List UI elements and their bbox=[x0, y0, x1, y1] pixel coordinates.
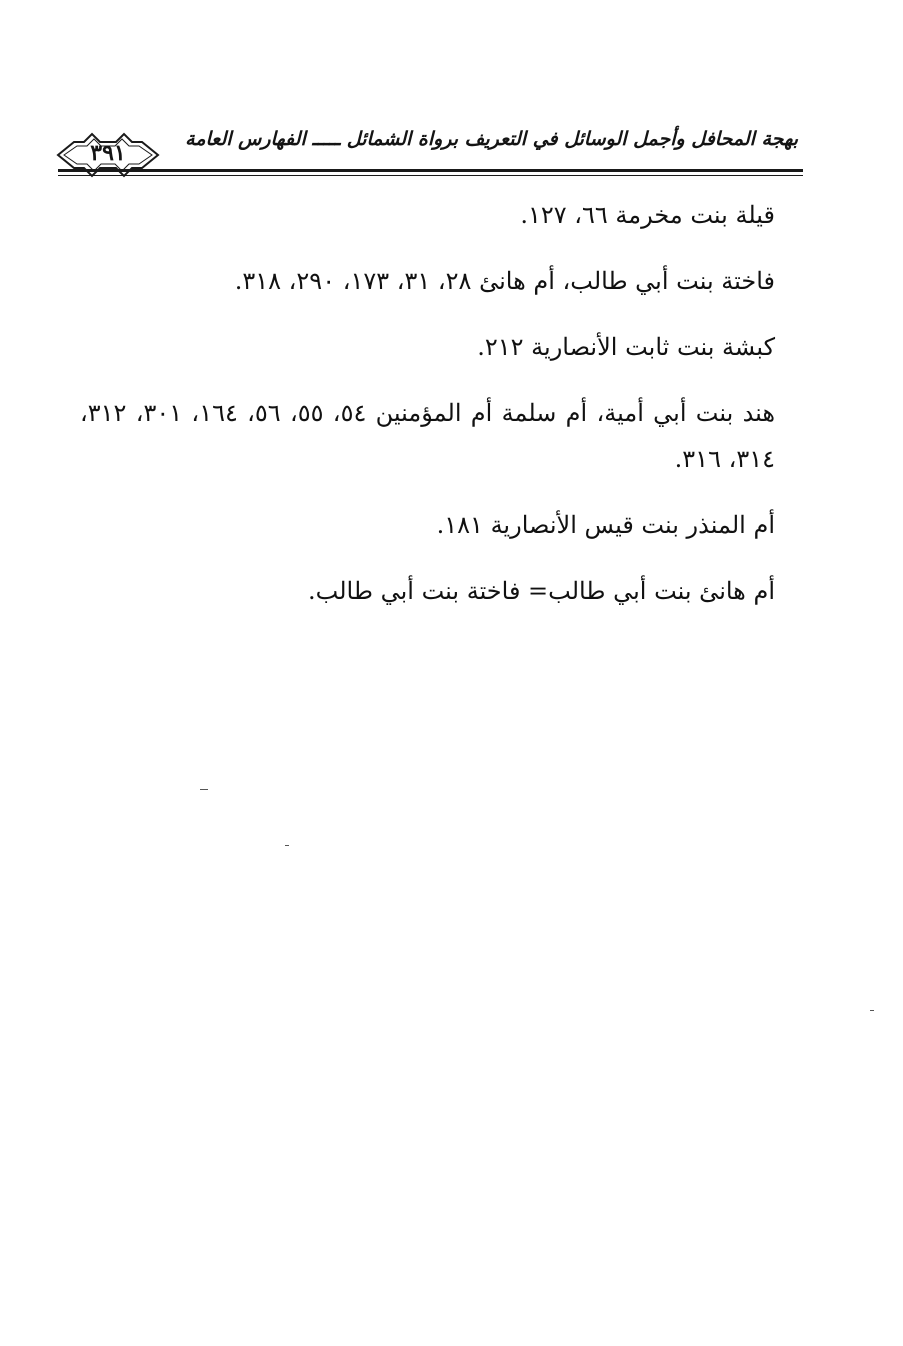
scan-speck bbox=[285, 845, 289, 846]
header-divider bbox=[58, 169, 803, 172]
scan-speck bbox=[200, 789, 208, 790]
page-number: ٣٩١ bbox=[90, 140, 126, 166]
index-entry: هند بنت أبي أمية، أم سلمة أم المؤمنين ٥٤، ٥٥، ٥٦، ١٦٤، ٣٠١، ٣١٢، ٣١٤، ٣١٦. bbox=[80, 399, 776, 473]
index-entries bbox=[80, 192, 775, 634]
scan-speck bbox=[870, 1010, 874, 1011]
index-entry: قيلة بنت مخرمة ٦٦، ١٢٧. bbox=[520, 201, 775, 229]
index-entry: أم هانئ بنت أبي طالب= فاختة بنت أبي طالب. bbox=[308, 577, 775, 605]
index-entry: كبشة بنت ثابت الأنصارية ٢١٢. bbox=[477, 333, 775, 361]
running-header-title: بهجة المحافل وأجمل الوسائل في التعريف برواة الشمائل ـــــ الفهارس العامة bbox=[185, 128, 798, 150]
page-number-badge bbox=[52, 130, 164, 180]
header-divider-thin bbox=[58, 175, 803, 176]
index-entry: فاختة بنت أبي طالب، أم هانئ ٢٨، ٣١، ١٧٣، ٢٩٠، ٣١٨. bbox=[234, 267, 775, 295]
index-entry: أم المنذر بنت قيس الأنصارية ١٨١. bbox=[436, 511, 775, 539]
